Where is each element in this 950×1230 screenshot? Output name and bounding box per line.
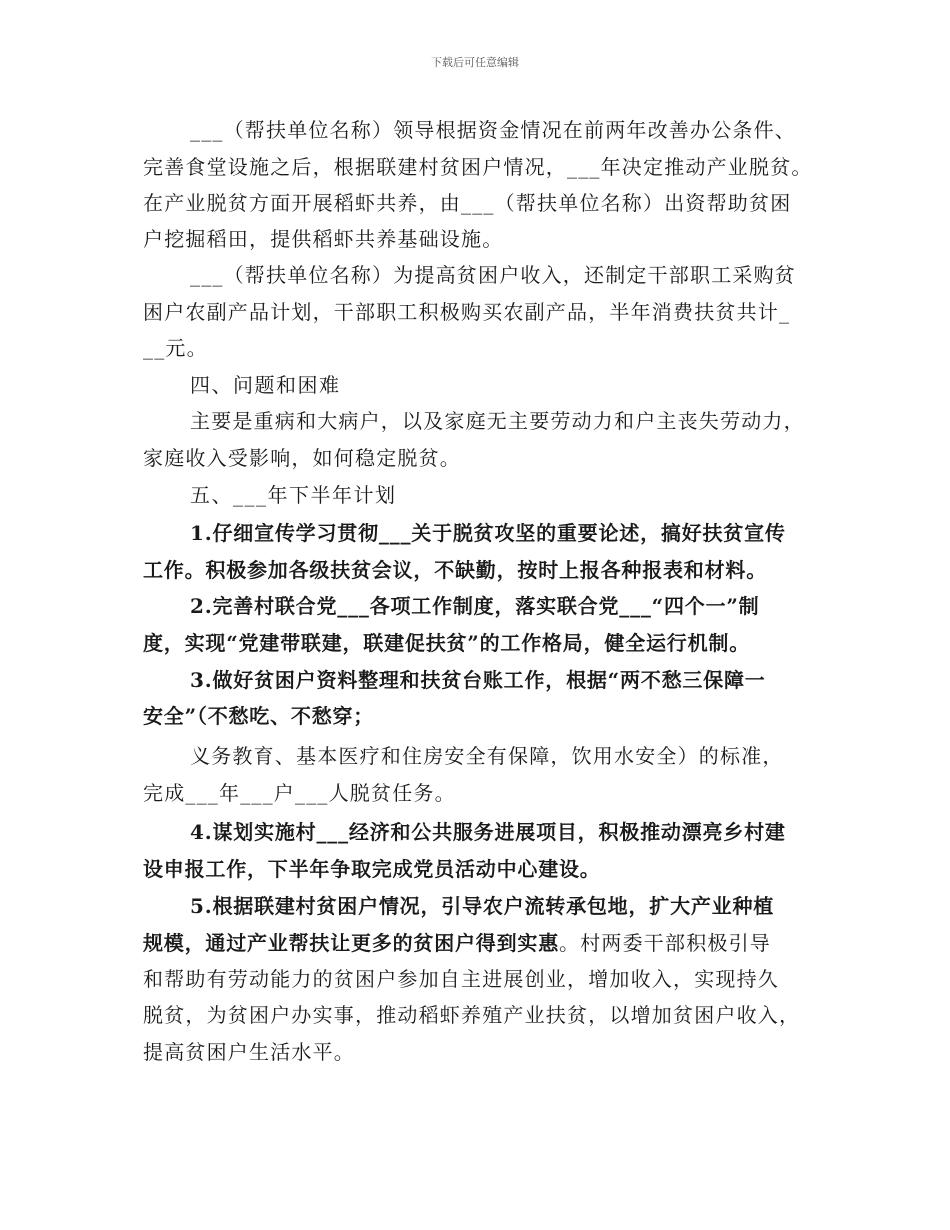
paragraph-line: 义务教育、基本医疗和住房安全有保障，饮用水安全）的标准， <box>190 744 784 768</box>
plan-item-1: 1.仔细宣传学习贯彻___关于脱贫攻坚的重要论述，搞好扶贫宣传 <box>190 521 786 545</box>
paragraph-line: 困户农副产品计划，干部职工积极购买农副产品，半年消费扶贫共计_ <box>143 300 791 324</box>
paragraph-line: 在产业脱贫方面开展稻虾共养，由___（帮扶单位名称）出资帮助贫困 <box>143 191 792 215</box>
plan-item-3: 3.做好贫困户资料整理和扶贫台账工作，根据“两不愁三保障一 <box>190 668 766 692</box>
paragraph-line: ___（帮扶单位名称）为提高贫困户收入，还制定干部职工采购贫 <box>190 263 796 287</box>
paragraph-line: 和帮助有劳动能力的贫困户参加自主进展创业，增加收入，实现持久 <box>143 967 779 991</box>
paragraph-line: ___（帮扶单位名称）领导根据资金情况在前两年改善办公条件、 <box>190 118 796 142</box>
plan-item-3-cont: 安全”（不愁吃、不愁穿； <box>143 704 375 728</box>
plan-item-5-normal-part: 。村两委干部积极引导 <box>559 931 771 955</box>
paragraph-line: 脱贫，为贫困户办实事，推动稻虾养殖产业扶贫，以增加贫困户收入， <box>143 1003 801 1027</box>
paragraph-line: __元。 <box>143 336 208 360</box>
plan-item-5: 5.根据联建村贫困户情况，引导农户流转承包地，扩大产业种植 <box>190 894 775 918</box>
paragraph-line: 完善食堂设施之后，根据联建村贫困户情况，___年决定推动产业脱贫。 <box>143 155 813 179</box>
paragraph-line: 提高贫困户生活水平。 <box>143 1040 355 1064</box>
plan-item-2-cont: 度，实现“党建带联建，联建促扶贫”的工作格局，健全运行机制。 <box>143 631 751 655</box>
paragraph-line: 主要是重病和大病户，以及家庭无主要劳动力和户主丧失劳动力， <box>190 409 805 433</box>
section-heading-plan: 五、___年下半年计划 <box>190 483 397 507</box>
plan-item-1-cont: 工作。积极参加各级扶贫会议，不缺勤，按时上报各种报表和材料。 <box>143 558 767 582</box>
plan-item-5-cont <box>143 929 823 957</box>
paragraph-line: 家庭收入受影响，如何稳定脱贫。 <box>143 446 461 470</box>
section-heading-problems: 四、问题和困难 <box>190 373 341 397</box>
page-header: 下载后可任意编辑 <box>431 56 519 69</box>
plan-item-2: 2.完善村联合党___各项工作制度，落实联合党___“四个一”制 <box>190 594 760 618</box>
plan-item-4: 4.谋划实施村___经济和公共服务进展项目，积极推动漂亮乡村建 <box>190 820 786 844</box>
plan-item-5-bold-part: 规模，通过产业帮扶让更多的贫困户得到实惠 <box>143 931 559 955</box>
paragraph-line: 户挖掘稻田，提供稻虾共养基础设施。 <box>143 227 504 251</box>
plan-item-4-cont: 设申报工作，下半年争取完成党员活动中心建设。 <box>143 857 601 881</box>
paragraph-line: 完成___年___户___人脱贫任务。 <box>143 781 456 805</box>
